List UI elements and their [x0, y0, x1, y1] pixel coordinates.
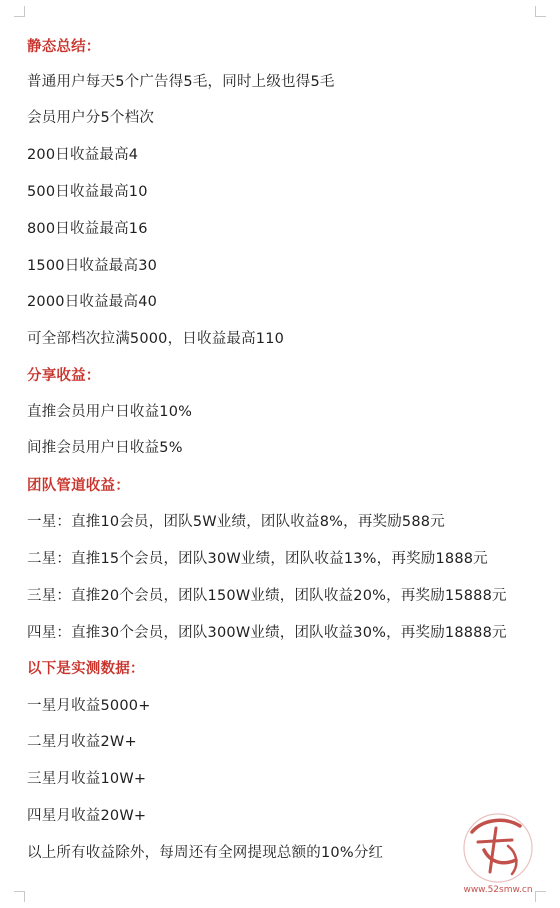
text-line: 800日收益最高16 [27, 221, 148, 237]
text-line: 二星：直推15个会员，团队30W业绩，团队收益13%，再奖励1888元 [27, 551, 488, 567]
text-line: 四星：直推30个会员，团队300W业绩，团队收益30%，再奖励18888元 [27, 625, 507, 641]
section-heading-share: 分享收益： [27, 368, 101, 384]
text-line: 会员用户分5个档次 [27, 110, 155, 126]
text-line: 二星月收益2W+ [27, 734, 137, 750]
corner-mark-bottom-left [14, 891, 25, 902]
text-line: 200日收益最高4 [27, 147, 139, 163]
watermark-url: www.52smw.cn [463, 885, 533, 895]
seal-logo-icon [450, 802, 546, 898]
text-line: 以上所有收益除外，每周还有全网提现总额的10%分红 [27, 845, 384, 861]
text-line: 2000日收益最高40 [27, 294, 158, 310]
text-line: 直推会员用户日收益10% [27, 404, 193, 420]
text-line: 1500日收益最高30 [27, 258, 158, 274]
section-heading-measured: 以下是实测数据： [27, 661, 145, 677]
section-heading-static: 静态总结： [27, 39, 101, 55]
text-line: 可全部档次拉满5000，日收益最高110 [27, 331, 285, 347]
text-line: 间推会员用户日收益5% [27, 440, 183, 456]
section-heading-team: 团队管道收益： [27, 478, 130, 494]
text-line: 一星：直推10会员，团队5W业绩，团队收益8%，再奖励588元 [27, 514, 445, 530]
text-line: 四星月收益20W+ [27, 808, 147, 824]
corner-mark-top-right [535, 6, 546, 17]
corner-mark-top-left [14, 6, 25, 17]
text-line: 三星：直推20个会员，团队150W业绩，团队收益20%，再奖励15888元 [27, 588, 507, 604]
text-line: 一星月收益5000+ [27, 698, 151, 714]
text-line: 三星月收益10W+ [27, 771, 147, 787]
text-line: 500日收益最高10 [27, 184, 148, 200]
text-line: 普通用户每天5个广告得5毛，同时上级也得5毛 [27, 74, 335, 90]
